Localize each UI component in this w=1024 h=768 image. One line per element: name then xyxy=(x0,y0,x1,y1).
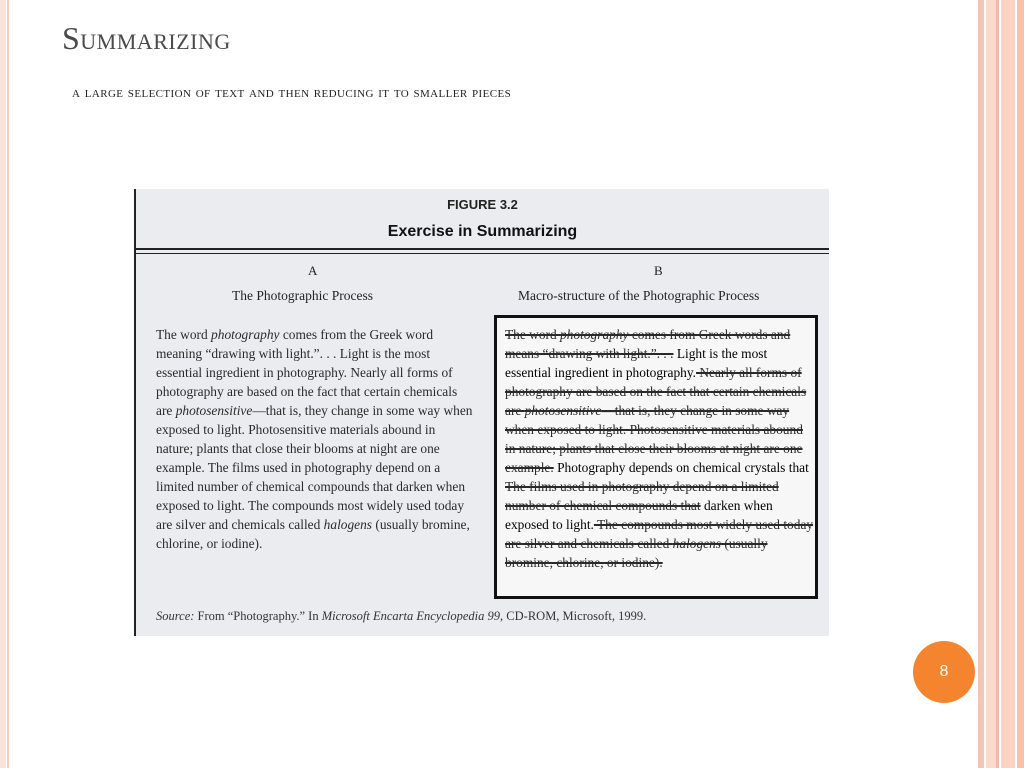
right-decor-stripe xyxy=(996,0,999,768)
kept-text: Photography depends on chemical crystals that xyxy=(553,460,809,475)
figure-number: FIGURE 3.2 xyxy=(447,197,518,212)
column-b-letter: B xyxy=(654,263,663,278)
summary-box xyxy=(494,315,818,599)
figure-source: Source: From “Photography.” In Microsoft Encarta Encyclopedia 99, CD-ROM, Microsoft, 1999. xyxy=(156,609,647,623)
figure-image xyxy=(134,189,829,636)
figure-header xyxy=(136,189,829,249)
header-rule xyxy=(136,248,829,250)
column-a-letter: A xyxy=(308,263,318,278)
slide-subtitle: a large selection of text and then reducing it to smaller pieces xyxy=(72,84,512,101)
figure-title: Exercise in Summarizing xyxy=(387,223,578,240)
column-b-heading: Macro-structure of the Photographic Process xyxy=(518,288,760,303)
left-decor-line-inner xyxy=(7,0,9,768)
right-decor-stripe xyxy=(978,0,984,768)
kept-text: darken when exposed to light. xyxy=(505,498,773,532)
header-rule-thin xyxy=(136,253,829,254)
right-decor-stripe xyxy=(1001,0,1015,768)
column-a-heading: The Photographic Process xyxy=(232,288,373,303)
left-decor-line xyxy=(0,0,6,768)
kept-text: Light is the most essential ingredient in photography. xyxy=(505,346,768,380)
slide-title: Summarizing xyxy=(62,20,231,56)
page-number-badge: 8 xyxy=(913,641,975,703)
right-decor-stripe xyxy=(1017,0,1024,768)
original-passage: The word photography comes from the Greek word meaning “drawing with light.”. . . Light is the most essential ingredient in photography. Nearly all forms of photography are based on the fact that certain chemicals are photosensitive—that is, they change in some way when exposed to light. Photosensitive materials abound in nature; plants that close their blooms at night are one example. The films used in photography depend on a limited number of chemical compounds that darken when exposed to light. The compounds most widely used today are silver and chemicals called halogens (usually bromine, chlorine, or iodine). xyxy=(156,327,473,551)
right-decor-stripe xyxy=(986,0,996,768)
summarized-passage: The word photography comes from Greek words and means “drawing with light.”. . . Light is the most essential ingredient in photography. Nearly all forms of photography are based on the fact that certain chemicals are photosensitive—that is, they change in some way when exposed to light. Photosensitive materials abound in nature; plants that close their blooms at night are one example. Photography depends on chemical crystals that The films used in photography depend on a limited number of chemical compounds that darken when exposed to light. The compounds most widely used today are silver and chemicals called halogens (usually bromine, chlorine, or iodine). xyxy=(505,327,814,570)
